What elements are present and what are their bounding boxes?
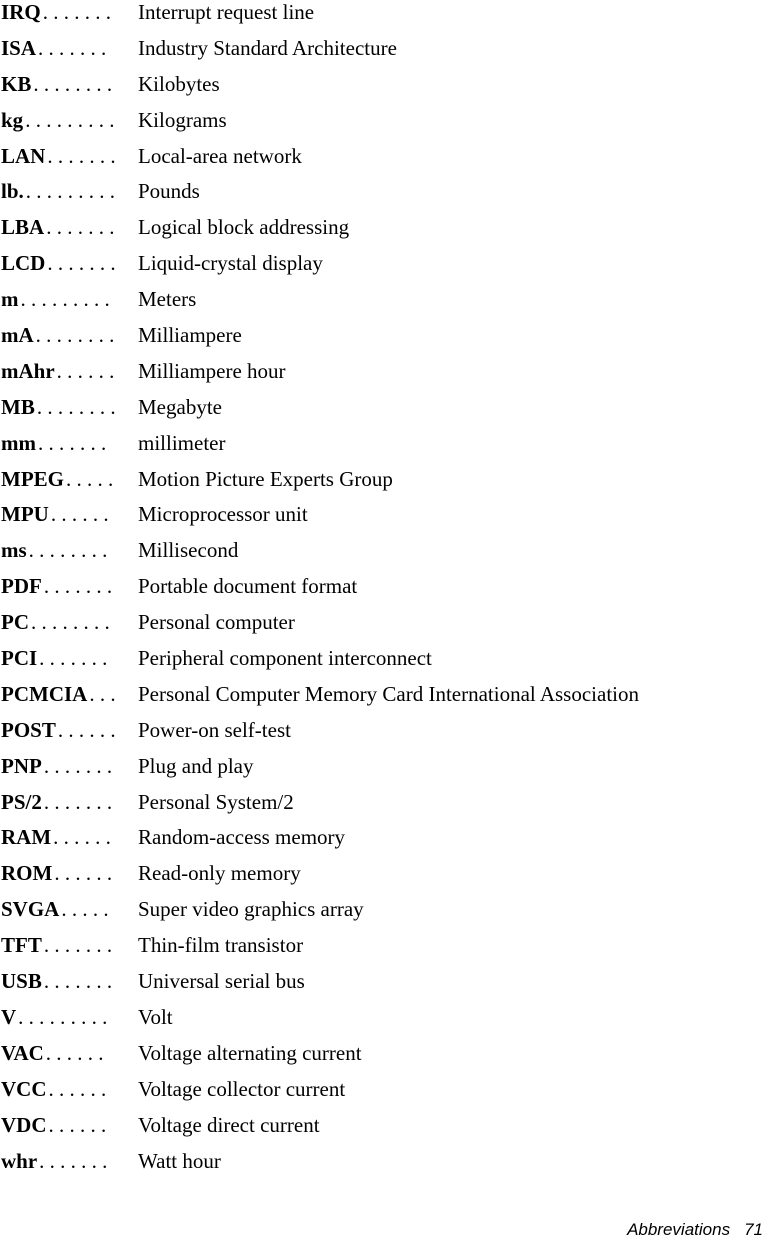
abbreviation-term: whr [1, 1148, 38, 1173]
dot-leader: . . . . . . . . . [20, 287, 110, 312]
term-column [1, 431, 138, 456]
abbreviation-definition: Personal System/2 [138, 789, 294, 814]
abbreviation-entry [1, 144, 771, 180]
abbreviation-entry [1, 502, 771, 538]
dot-leader: . . . . . . [50, 502, 109, 527]
dot-leader: . . . . . . . [39, 1148, 108, 1173]
dot-leader: . . . . . . [48, 1112, 107, 1137]
dot-leader: . . . . . . . [46, 215, 115, 240]
dot-leader: . . . . . . [48, 1076, 107, 1101]
abbreviation-definition: Voltage direct current [138, 1112, 320, 1137]
term-column [1, 969, 138, 994]
term-column [1, 467, 138, 492]
abbreviation-entry [1, 323, 771, 359]
abbreviation-term: KB [1, 71, 32, 96]
abbreviation-term: mm [1, 430, 36, 455]
abbreviation-definition: millimeter [138, 430, 226, 455]
term-column [1, 933, 138, 958]
dot-leader: . . . . . . . . [31, 610, 110, 635]
dot-leader: . . . . . . . [42, 0, 111, 24]
abbreviation-term: ms [1, 538, 27, 563]
term-column [1, 682, 138, 707]
abbreviation-entry [1, 646, 771, 682]
abbreviation-definition: Random-access memory [138, 825, 346, 850]
dot-leader: . . . . . . . . [36, 394, 116, 419]
abbreviation-definition: Interrupt request line [138, 0, 315, 24]
page-number: 71 [744, 1220, 763, 1239]
dot-leader: . . . . . . [45, 1040, 104, 1065]
abbreviation-definition: Local-area network [138, 143, 302, 168]
abbreviation-definition: Volt [138, 1004, 173, 1029]
abbreviation-term: PCMCIA [1, 681, 88, 706]
abbreviation-definition: Megabyte [138, 394, 222, 419]
abbreviation-definition: Liquid-crystal display [138, 251, 323, 276]
abbreviation-term: USB [1, 969, 42, 994]
dot-leader: . . . . . . . [43, 789, 113, 814]
abbreviation-list [1, 0, 771, 1184]
dot-leader: . . . . . . . . . [25, 107, 115, 132]
abbreviation-entry [1, 287, 771, 323]
abbreviation-definition: Kilograms [138, 107, 227, 132]
dot-leader: . . . . . . [54, 861, 113, 886]
abbreviation-term: IRQ [1, 0, 41, 24]
abbreviation-definition: Meters [138, 287, 197, 312]
abbreviation-term: PCI [1, 646, 38, 671]
abbreviation-term: VCC [1, 1076, 47, 1101]
term-column [1, 1149, 138, 1174]
abbreviation-entry [1, 538, 771, 574]
abbreviation-entry [1, 754, 771, 790]
abbreviation-entry [1, 215, 771, 251]
abbreviation-entry [1, 897, 771, 933]
abbreviation-entry [1, 36, 771, 72]
abbreviation-term: SVGA [1, 897, 60, 922]
abbreviation-entry [1, 1005, 771, 1041]
abbreviation-entry [1, 108, 771, 144]
abbreviation-term: ISA [1, 35, 37, 60]
abbreviation-term: VAC [1, 1040, 44, 1065]
abbreviation-entry [1, 969, 771, 1005]
abbreviation-definition: Thin-film transistor [138, 933, 304, 958]
dot-leader: . . . . . . . [43, 753, 113, 778]
abbreviation-definition: Pounds [138, 179, 200, 204]
abbreviation-definition: Universal serial bus [138, 969, 305, 994]
term-column [1, 359, 138, 384]
term-column [1, 574, 138, 599]
abbreviation-entry [1, 359, 771, 395]
term-column [1, 1005, 138, 1030]
dot-leader: . . . . . . . [43, 969, 113, 994]
abbreviation-entry [1, 395, 771, 431]
term-column [1, 502, 138, 527]
abbreviation-definition: Super video graphics array [138, 897, 364, 922]
dot-leader: . . . . . . [53, 825, 111, 850]
term-column [1, 323, 138, 348]
abbreviation-term: MPEG [1, 466, 64, 491]
abbreviation-term: LBA [1, 215, 45, 240]
abbreviation-term: MB [1, 394, 35, 419]
abbreviation-term: MPU [1, 502, 49, 527]
dot-leader: . . . . . . . . [35, 323, 115, 348]
abbreviation-definition: Industry Standard Architecture [138, 35, 397, 60]
abbreviation-term: POST [1, 717, 56, 742]
dot-leader: . . . . . . . . [33, 71, 113, 96]
term-column [1, 538, 138, 563]
term-column [1, 825, 138, 850]
abbreviation-term: PDF [1, 574, 42, 599]
abbreviation-entry [1, 1149, 771, 1185]
abbreviation-entry [1, 790, 771, 826]
term-column [1, 1077, 138, 1102]
abbreviation-definition: Motion Picture Experts Group [138, 466, 393, 491]
term-column [1, 179, 138, 204]
abbreviation-entry [1, 574, 771, 610]
abbreviation-entry [1, 1077, 771, 1113]
abbreviation-definition: Plug and play [138, 753, 254, 778]
abbreviation-term: mAhr [1, 358, 55, 383]
term-column [1, 36, 138, 61]
abbreviation-entry [1, 610, 771, 646]
abbreviation-entry [1, 72, 771, 108]
term-column [1, 395, 138, 420]
term-column [1, 1113, 138, 1138]
abbreviation-entry [1, 682, 771, 718]
term-column [1, 646, 138, 671]
abbreviation-definition: Milliampere [138, 323, 242, 348]
abbreviation-definition: Logical block addressing [138, 215, 350, 240]
dot-leader: . . . . . [61, 897, 109, 922]
abbreviation-definition: Personal computer [138, 610, 295, 635]
abbreviation-term: mA [1, 323, 34, 348]
abbreviation-definition: Portable document format [138, 574, 358, 599]
term-column [1, 610, 138, 635]
abbreviation-definition: Read-only memory [138, 861, 301, 886]
abbreviation-term: VDC [1, 1112, 47, 1137]
abbreviation-term: PC [1, 610, 29, 635]
term-column [1, 287, 138, 312]
dot-leader: . . . . . . [57, 717, 116, 742]
term-column [1, 0, 138, 25]
abbreviation-entry [1, 431, 771, 467]
abbreviation-entry [1, 467, 771, 503]
abbreviation-definition: Personal Computer Memory Card International Association [138, 681, 639, 706]
dot-leader: . . . . . . . [47, 251, 116, 276]
term-column [1, 754, 138, 779]
abbreviation-definition: Voltage collector current [138, 1076, 346, 1101]
abbreviation-entry [1, 825, 771, 861]
abbreviation-entry [1, 179, 771, 215]
abbreviation-definition: Watt hour [138, 1148, 221, 1173]
abbreviation-term: LAN [1, 143, 46, 168]
dot-leader: . . . . . . . . [28, 538, 108, 563]
abbreviation-term: m [1, 287, 19, 312]
dot-leader: . . . . . . . [39, 646, 108, 671]
abbreviation-entry [1, 1113, 771, 1149]
term-column [1, 72, 138, 97]
abbreviation-term: TFT [1, 933, 42, 958]
abbreviation-entry [1, 933, 771, 969]
dot-leader: . . . . . . [56, 358, 115, 383]
abbreviation-term: PS/2 [1, 789, 42, 814]
page-footer [627, 1220, 763, 1240]
abbreviation-term: lb. [1, 179, 24, 204]
abbreviation-entry [1, 1041, 771, 1077]
abbreviation-term: V [1, 1004, 17, 1029]
abbreviation-definition: Kilobytes [138, 71, 220, 96]
term-column [1, 251, 138, 276]
dot-leader: . . . . . [66, 466, 114, 491]
abbreviation-definition: Voltage alternating current [138, 1040, 362, 1065]
dot-leader: . . . [89, 681, 116, 706]
abbreviation-definition: Power-on self-test [138, 717, 291, 742]
dot-leader: . . . . . . . [47, 143, 116, 168]
abbreviation-term: kg [1, 107, 24, 132]
term-column [1, 1041, 138, 1066]
dot-leader: . . . . . . . [43, 933, 113, 958]
abbreviation-term: PNP [1, 753, 42, 778]
abbreviation-definition: Milliampere hour [138, 358, 286, 383]
term-column [1, 144, 138, 169]
term-column [1, 215, 138, 240]
abbreviation-entry [1, 0, 771, 36]
term-column [1, 861, 138, 886]
dot-leader: . . . . . . . . . [25, 179, 116, 204]
dot-leader: . . . . . . . [38, 35, 107, 60]
abbreviation-definition: Peripheral component interconnect [138, 646, 432, 671]
dot-leader: . . . . . . . [43, 574, 113, 599]
abbreviation-definition: Millisecond [138, 538, 239, 563]
abbreviation-entry [1, 251, 771, 287]
term-column [1, 897, 138, 922]
abbreviation-term: RAM [1, 825, 52, 850]
term-column [1, 790, 138, 815]
dot-leader: . . . . . . . [38, 430, 107, 455]
abbreviation-term: ROM [1, 861, 53, 886]
abbreviation-term: LCD [1, 251, 46, 276]
dot-leader: . . . . . . . . . [18, 1004, 108, 1029]
term-column [1, 718, 138, 743]
term-column [1, 108, 138, 133]
abbreviation-definition: Microprocessor unit [138, 502, 308, 527]
abbreviation-entry [1, 861, 771, 897]
abbreviation-entry [1, 718, 771, 754]
footer-section-title: Abbreviations [627, 1220, 731, 1239]
